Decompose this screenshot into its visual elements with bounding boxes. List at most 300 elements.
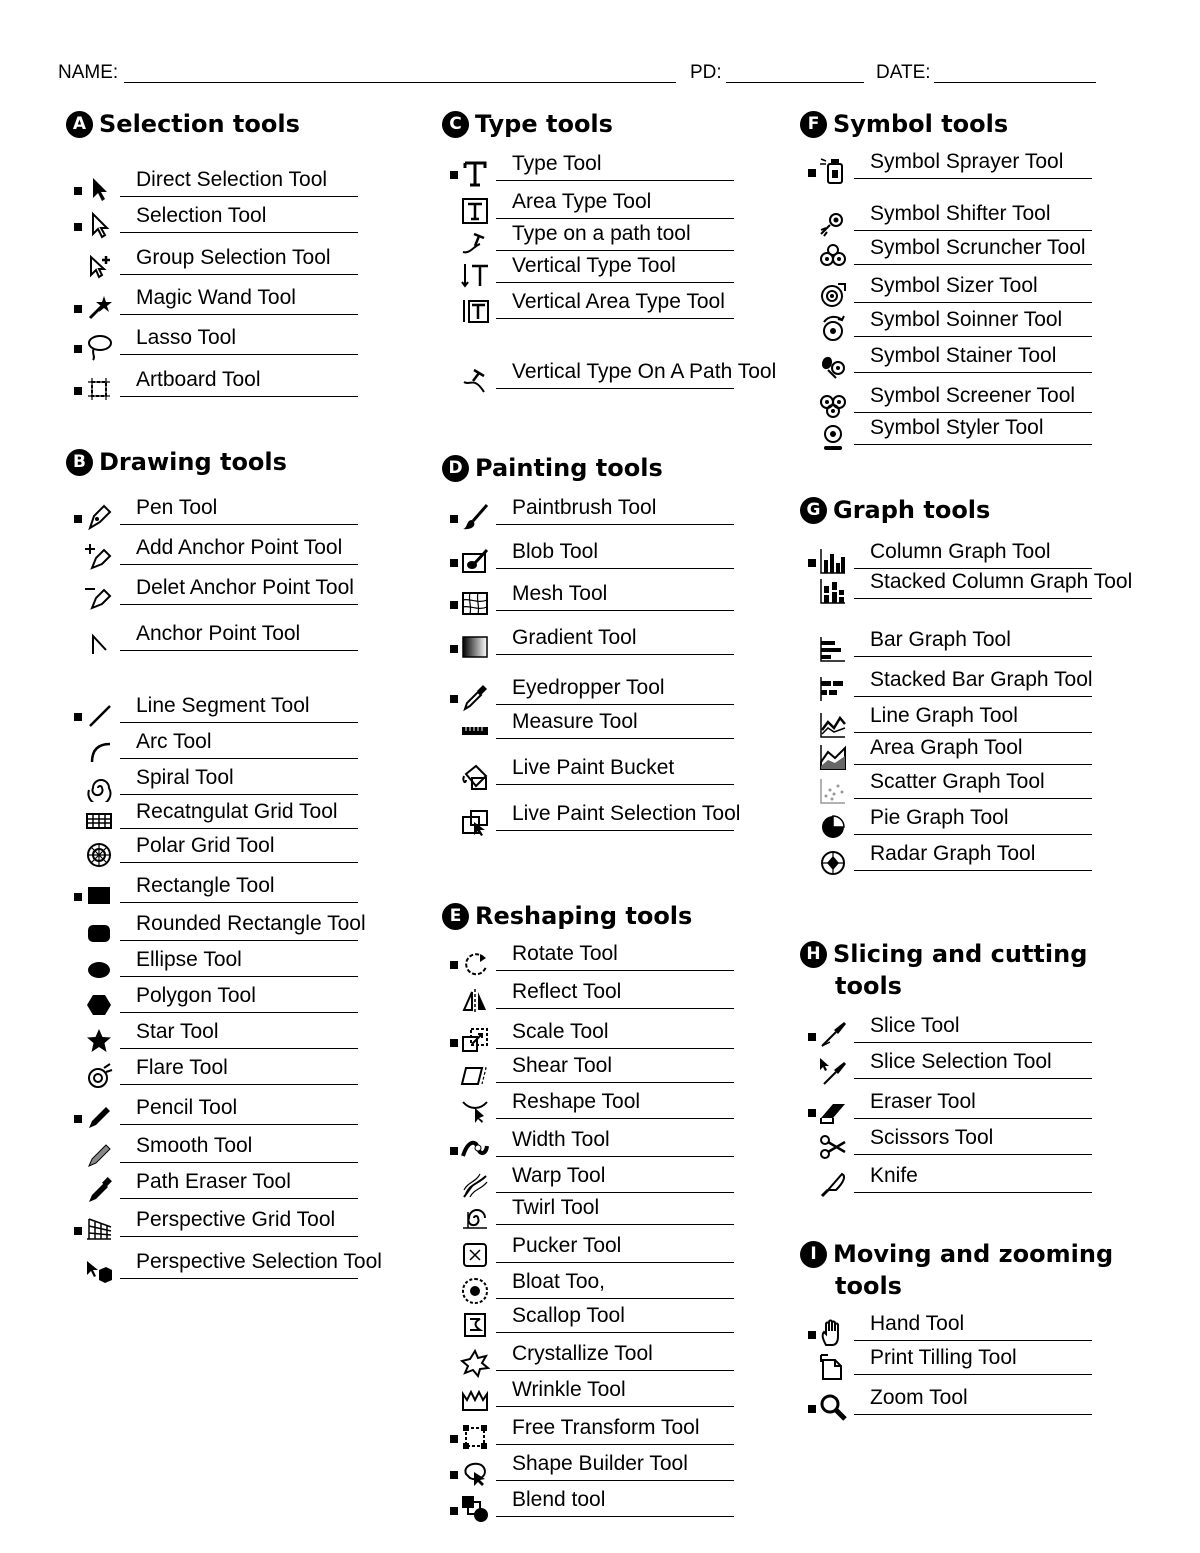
tool-name: Rounded Rectangle Tool xyxy=(136,912,366,935)
tool-name: Twirl Tool xyxy=(512,1196,600,1219)
answer-line[interactable] xyxy=(120,232,358,233)
answer-line[interactable] xyxy=(120,1198,358,1199)
answer-line[interactable] xyxy=(120,196,358,197)
answer-line[interactable] xyxy=(120,722,358,723)
tool-name: Warp Tool xyxy=(512,1164,606,1187)
delete-anchor-point-icon xyxy=(84,582,114,612)
answer-line[interactable] xyxy=(854,1078,1092,1079)
shape-builder-icon xyxy=(460,1458,490,1488)
tool-name: Line Graph Tool xyxy=(870,704,1018,727)
eraser-icon xyxy=(818,1096,848,1126)
answer-line[interactable] xyxy=(496,1156,734,1157)
default-tool-bullet xyxy=(808,1405,816,1413)
answer-line[interactable] xyxy=(120,314,358,315)
symbol-screener-icon xyxy=(818,390,848,420)
default-tool-bullet xyxy=(74,1227,82,1235)
tool-name: Vertical Type On A Path Tool xyxy=(512,360,777,383)
polygon-icon xyxy=(84,990,114,1020)
rounded-rectangle-icon xyxy=(84,918,114,948)
symbol-shifter-icon xyxy=(818,208,848,238)
tool-name: Perspective Selection Tool xyxy=(136,1250,382,1273)
default-tool-bullet xyxy=(450,1147,458,1155)
default-tool-bullet xyxy=(450,1507,458,1515)
crystallize-icon xyxy=(460,1348,490,1378)
tool-name: Scale Tool xyxy=(512,1020,609,1043)
default-tool-bullet xyxy=(808,169,816,177)
answer-line[interactable] xyxy=(496,738,734,739)
tool-name: Live Paint Bucket xyxy=(512,756,675,779)
answer-line[interactable] xyxy=(854,798,1092,799)
default-tool-bullet xyxy=(74,305,82,313)
pucker-icon xyxy=(460,1240,490,1270)
tool-name: Knife xyxy=(870,1164,918,1187)
default-tool-bullet xyxy=(74,893,82,901)
answer-line[interactable] xyxy=(496,1192,734,1193)
scissors-icon xyxy=(818,1132,848,1162)
default-tool-bullet xyxy=(808,1033,816,1041)
answer-line[interactable] xyxy=(120,274,358,275)
tool-name: Type on a path tool xyxy=(512,222,691,245)
answer-line[interactable] xyxy=(854,834,1092,835)
default-tool-bullet xyxy=(74,713,82,721)
section-title: Painting tools xyxy=(475,454,663,482)
default-tool-bullet xyxy=(450,1039,458,1047)
answer-line[interactable] xyxy=(496,1224,734,1225)
symbol-scruncher-icon xyxy=(818,242,848,272)
rectangular-grid-icon xyxy=(84,806,114,836)
selection-arrow-icon xyxy=(84,210,114,240)
tool-name: Line Segment Tool xyxy=(136,694,310,717)
worksheet-header xyxy=(58,60,1108,90)
symbol-spinner-icon xyxy=(818,314,848,344)
section-title: Slicing and cutting xyxy=(833,940,1088,968)
scallop-icon xyxy=(460,1310,490,1340)
tool-name: Star Tool xyxy=(136,1020,219,1043)
add-anchor-point-icon xyxy=(84,542,114,572)
answer-line[interactable] xyxy=(496,1444,734,1445)
tool-name: Pencil Tool xyxy=(136,1096,238,1119)
tool-name: Blend tool xyxy=(512,1488,606,1511)
section-letter-badge: F xyxy=(800,111,827,138)
measure-icon xyxy=(460,716,490,746)
answer-line[interactable] xyxy=(496,1406,734,1407)
tool-name: Arc Tool xyxy=(136,730,212,753)
tool-name: Vertical Area Type Tool xyxy=(512,290,725,313)
default-tool-bullet xyxy=(450,1435,458,1443)
direct-selection-arrow-icon xyxy=(84,174,114,204)
twirl-icon xyxy=(460,1202,490,1232)
answer-line[interactable] xyxy=(120,604,358,605)
flare-icon xyxy=(84,1062,114,1092)
warp-icon xyxy=(460,1170,490,1200)
section-letter-badge: G xyxy=(800,497,827,524)
tool-name: Pie Graph Tool xyxy=(870,806,1009,829)
bar-graph-icon xyxy=(818,634,848,664)
answer-line[interactable] xyxy=(120,940,358,941)
tool-name: Reshape Tool xyxy=(512,1090,641,1113)
tool-name: Symbol Scruncher Tool xyxy=(870,236,1086,259)
ellipse-icon xyxy=(84,954,114,984)
hand-icon xyxy=(818,1318,848,1348)
default-tool-bullet xyxy=(74,515,82,523)
slice-icon xyxy=(818,1020,848,1050)
tool-name: Ellipse Tool xyxy=(136,948,242,971)
tool-name: Bar Graph Tool xyxy=(870,628,1011,651)
blend-icon xyxy=(460,1494,490,1524)
path-eraser-icon xyxy=(84,1176,114,1206)
answer-line[interactable] xyxy=(496,1480,734,1481)
tool-name: Symbol Styler Tool xyxy=(870,416,1044,439)
reshape-icon xyxy=(460,1096,490,1126)
area-type-icon xyxy=(460,196,490,226)
tool-name: Reflect Tool xyxy=(512,980,622,1003)
section-title: Type tools xyxy=(475,110,613,138)
tool-name: Perspective Grid Tool xyxy=(136,1208,336,1231)
answer-line[interactable] xyxy=(496,1008,734,1009)
tool-name: Eyedropper Tool xyxy=(512,676,665,699)
pie-graph-icon xyxy=(818,812,848,842)
answer-line[interactable] xyxy=(120,794,358,795)
mesh-icon xyxy=(460,588,490,618)
answer-line[interactable] xyxy=(120,650,358,651)
answer-line[interactable] xyxy=(854,230,1092,231)
answer-line[interactable] xyxy=(854,372,1092,373)
tool-name: Area Graph Tool xyxy=(870,736,1023,759)
print-tiling-icon xyxy=(818,1352,848,1382)
tool-name: Symbol Sprayer Tool xyxy=(870,150,1064,173)
tool-name: Scallop Tool xyxy=(512,1304,625,1327)
default-tool-bullet xyxy=(450,171,458,179)
date-label: DATE: xyxy=(876,62,931,83)
default-tool-bullet xyxy=(74,387,82,395)
artboard-icon xyxy=(84,374,114,404)
anchor-point-icon xyxy=(84,628,114,658)
symbol-sprayer-icon xyxy=(818,156,848,186)
tool-name: Group Selection Tool xyxy=(136,246,331,269)
section-title-line2: tools xyxy=(835,972,902,1000)
section-title: Moving and zooming xyxy=(833,1240,1114,1268)
date-blank[interactable] xyxy=(934,82,1096,83)
section-title: Reshaping tools xyxy=(475,902,693,930)
answer-line[interactable] xyxy=(496,1370,734,1371)
tool-name: Recatngulat Grid Tool xyxy=(136,800,338,823)
section-title: Selection tools xyxy=(99,110,300,138)
section-heading xyxy=(442,108,613,140)
answer-line[interactable] xyxy=(120,976,358,977)
tool-name: Flare Tool xyxy=(136,1056,228,1079)
answer-line[interactable] xyxy=(496,1516,734,1517)
answer-line[interactable] xyxy=(120,1236,358,1237)
star-icon xyxy=(84,1026,114,1056)
vertical-type-icon xyxy=(460,260,490,290)
answer-line[interactable] xyxy=(854,302,1092,303)
answer-line[interactable] xyxy=(496,282,734,283)
knife-icon xyxy=(818,1170,848,1200)
default-tool-bullet xyxy=(450,559,458,567)
tool-name: Eraser Tool xyxy=(870,1090,976,1113)
default-tool-bullet xyxy=(450,1471,458,1479)
tool-name: Zoom Tool xyxy=(870,1386,968,1409)
free-transform-icon xyxy=(460,1422,490,1452)
tool-name: Gradient Tool xyxy=(512,626,637,649)
answer-line[interactable] xyxy=(854,1374,1092,1375)
tool-name: Stacked Column Graph Tool xyxy=(870,570,1133,593)
tool-name: Lasso Tool xyxy=(136,326,237,349)
default-tool-bullet xyxy=(450,601,458,609)
arc-icon xyxy=(84,736,114,766)
tool-name: Symbol Sizer Tool xyxy=(870,274,1038,297)
answer-line[interactable] xyxy=(854,178,1092,179)
default-tool-bullet xyxy=(808,559,816,567)
section-letter-badge: A xyxy=(66,111,93,138)
answer-line[interactable] xyxy=(496,654,734,655)
tool-name: Stacked Bar Graph Tool xyxy=(870,668,1093,691)
tool-name: Direct Selection Tool xyxy=(136,168,328,191)
section-heading xyxy=(66,446,287,478)
tool-name: Type Tool xyxy=(512,152,602,175)
smooth-icon xyxy=(84,1140,114,1170)
tool-name: Add Anchor Point Tool xyxy=(136,536,343,559)
default-tool-bullet xyxy=(74,187,82,195)
answer-line[interactable] xyxy=(120,828,358,829)
tool-name: Vertical Type Tool xyxy=(512,254,676,277)
answer-line[interactable] xyxy=(120,396,358,397)
section-heading xyxy=(800,938,1087,970)
bloat-icon xyxy=(460,1276,490,1306)
section-title: Graph tools xyxy=(833,496,991,524)
answer-line[interactable] xyxy=(120,1278,358,1279)
default-tool-bullet xyxy=(808,1331,816,1339)
answer-line[interactable] xyxy=(120,758,358,759)
answer-line[interactable] xyxy=(496,568,734,569)
tool-name: Delet Anchor Point Tool xyxy=(136,576,354,599)
answer-line[interactable] xyxy=(120,354,358,355)
zoom-icon xyxy=(818,1392,848,1422)
default-tool-bullet xyxy=(450,961,458,969)
answer-line[interactable] xyxy=(854,568,1092,569)
line-graph-icon xyxy=(818,710,848,740)
spiral-icon xyxy=(84,772,114,802)
tool-name: Blob Tool xyxy=(512,540,599,563)
perspective-grid-icon xyxy=(84,1214,114,1244)
tool-name: Anchor Point Tool xyxy=(136,622,301,645)
default-tool-bullet xyxy=(74,345,82,353)
answer-line[interactable] xyxy=(854,696,1092,697)
line-segment-icon xyxy=(84,700,114,730)
rectangle-icon xyxy=(84,880,114,910)
pd-blank[interactable] xyxy=(726,82,864,83)
tool-name: Pen Tool xyxy=(136,496,218,519)
tool-name: Mesh Tool xyxy=(512,582,608,605)
pencil-icon xyxy=(84,1102,114,1132)
answer-line[interactable] xyxy=(854,1042,1092,1043)
answer-line[interactable] xyxy=(120,862,358,863)
answer-line[interactable] xyxy=(120,524,358,525)
tool-name: Symbol Shifter Tool xyxy=(870,202,1051,225)
answer-line[interactable] xyxy=(496,1118,734,1119)
type-on-path-icon xyxy=(460,228,490,258)
answer-line[interactable] xyxy=(496,1082,734,1083)
area-graph-icon xyxy=(818,742,848,772)
answer-line[interactable] xyxy=(854,598,1092,599)
default-tool-bullet xyxy=(450,695,458,703)
gradient-icon xyxy=(460,632,490,662)
tool-name: Shear Tool xyxy=(512,1054,613,1077)
eyedropper-icon xyxy=(460,682,490,712)
tool-name: Shape Builder Tool xyxy=(512,1452,688,1475)
section-heading xyxy=(66,108,300,140)
section-title: Symbol tools xyxy=(833,110,1009,138)
paintbrush-icon xyxy=(460,502,490,532)
tool-name: Slice Selection Tool xyxy=(870,1050,1052,1073)
perspective-selection-icon xyxy=(84,1256,114,1286)
tool-name: Pucker Tool xyxy=(512,1234,622,1257)
section-heading xyxy=(800,108,1008,140)
tool-name: Magic Wand Tool xyxy=(136,286,296,309)
answer-line[interactable] xyxy=(120,1162,358,1163)
answer-line[interactable] xyxy=(854,1414,1092,1415)
tool-name: Measure Tool xyxy=(512,710,638,733)
answer-line[interactable] xyxy=(120,1048,358,1049)
answer-line[interactable] xyxy=(120,564,358,565)
answer-line[interactable] xyxy=(854,732,1092,733)
slice-selection-icon xyxy=(818,1056,848,1086)
tool-name: Width Tool xyxy=(512,1128,610,1151)
tool-name: Rotate Tool xyxy=(512,942,618,965)
answer-line[interactable] xyxy=(854,764,1092,765)
tool-name: Column Graph Tool xyxy=(870,540,1051,563)
section-letter-badge: I xyxy=(800,1241,827,1268)
answer-line[interactable] xyxy=(496,610,734,611)
answer-line[interactable] xyxy=(854,1118,1092,1119)
answer-line[interactable] xyxy=(854,264,1092,265)
name-blank[interactable] xyxy=(124,82,676,83)
answer-line[interactable] xyxy=(854,412,1092,413)
scatter-graph-icon xyxy=(818,776,848,806)
answer-line[interactable] xyxy=(496,1332,734,1333)
pd-label: PD: xyxy=(690,62,722,83)
scale-icon xyxy=(460,1026,490,1056)
answer-line[interactable] xyxy=(120,1084,358,1085)
tool-name: Symbol Stainer Tool xyxy=(870,344,1057,367)
answer-line[interactable] xyxy=(496,1298,734,1299)
tool-name: Hand Tool xyxy=(870,1312,965,1335)
type-icon xyxy=(460,158,490,188)
section-letter-badge: H xyxy=(800,941,827,968)
shear-icon xyxy=(460,1060,490,1090)
pen-icon xyxy=(84,502,114,532)
answer-line[interactable] xyxy=(496,784,734,785)
section-title: Drawing tools xyxy=(99,448,287,476)
tool-name: Live Paint Selection Tool xyxy=(512,802,741,825)
section-letter-badge: E xyxy=(442,903,469,930)
answer-line[interactable] xyxy=(120,1124,358,1125)
blob-brush-icon xyxy=(460,546,490,576)
answer-line[interactable] xyxy=(854,444,1092,445)
tool-name: Polygon Tool xyxy=(136,984,256,1007)
tool-name: Scissors Tool xyxy=(870,1126,994,1149)
tool-name: Radar Graph Tool xyxy=(870,842,1036,865)
answer-line[interactable] xyxy=(854,870,1092,871)
answer-line[interactable] xyxy=(496,1048,734,1049)
tool-name: Smooth Tool xyxy=(136,1134,253,1157)
section-heading xyxy=(442,452,663,484)
radar-graph-icon xyxy=(818,848,848,878)
answer-line[interactable] xyxy=(854,1192,1092,1193)
vertical-type-on-path-icon xyxy=(460,366,490,396)
tool-name: Paintbrush Tool xyxy=(512,496,657,519)
answer-line[interactable] xyxy=(496,970,734,971)
lasso-icon xyxy=(84,332,114,362)
tool-name: Free Transform Tool xyxy=(512,1416,700,1439)
answer-line[interactable] xyxy=(496,704,734,705)
answer-line[interactable] xyxy=(496,318,734,319)
polar-grid-icon xyxy=(84,840,114,870)
symbol-sizer-icon xyxy=(818,280,848,310)
tool-name: Rectangle Tool xyxy=(136,874,275,897)
answer-line[interactable] xyxy=(854,1154,1092,1155)
section-heading xyxy=(800,494,990,526)
stacked-bar-graph-icon xyxy=(818,674,848,704)
answer-line[interactable] xyxy=(496,180,734,181)
answer-line[interactable] xyxy=(496,218,734,219)
symbol-stainer-icon xyxy=(818,350,848,380)
vertical-area-type-icon xyxy=(460,296,490,326)
default-tool-bullet xyxy=(450,515,458,523)
tool-name: Scatter Graph Tool xyxy=(870,770,1045,793)
default-tool-bullet xyxy=(808,1109,816,1117)
tool-name: Wrinkle Tool xyxy=(512,1378,626,1401)
section-letter-badge: C xyxy=(442,111,469,138)
answer-line[interactable] xyxy=(120,902,358,903)
answer-line[interactable] xyxy=(854,1340,1092,1341)
default-tool-bullet xyxy=(74,223,82,231)
section-letter-badge: D xyxy=(442,455,469,482)
answer-line[interactable] xyxy=(496,1262,734,1263)
magic-wand-icon xyxy=(84,292,114,322)
tool-name: Spiral Tool xyxy=(136,766,234,789)
tool-name: Path Eraser Tool xyxy=(136,1170,291,1193)
name-label: NAME: xyxy=(58,62,119,83)
answer-line[interactable] xyxy=(120,1012,358,1013)
answer-line[interactable] xyxy=(496,524,734,525)
default-tool-bullet xyxy=(74,1115,82,1123)
answer-line[interactable] xyxy=(496,388,734,389)
width-icon xyxy=(460,1134,490,1164)
section-letter-badge: B xyxy=(66,449,93,476)
answer-line[interactable] xyxy=(496,830,734,831)
wrinkle-icon xyxy=(460,1384,490,1414)
stacked-column-graph-icon xyxy=(818,576,848,606)
answer-line[interactable] xyxy=(854,336,1092,337)
tool-name: Print Tilling Tool xyxy=(870,1346,1017,1369)
section-heading xyxy=(442,900,692,932)
section-heading xyxy=(800,1238,1113,1270)
symbol-styler-icon xyxy=(818,422,848,452)
tool-name: Area Type Tool xyxy=(512,190,652,213)
answer-line[interactable] xyxy=(854,656,1092,657)
tool-name: Crystallize Tool xyxy=(512,1342,653,1365)
default-tool-bullet xyxy=(450,645,458,653)
reflect-icon xyxy=(460,986,490,1016)
answer-line[interactable] xyxy=(496,250,734,251)
live-paint-bucket-icon xyxy=(460,762,490,792)
tool-name: Bloat Too, xyxy=(512,1270,606,1293)
tool-name: Slice Tool xyxy=(870,1014,960,1037)
rotate-icon xyxy=(460,948,490,978)
tool-name: Symbol Screener Tool xyxy=(870,384,1076,407)
tool-name: Artboard Tool xyxy=(136,368,261,391)
